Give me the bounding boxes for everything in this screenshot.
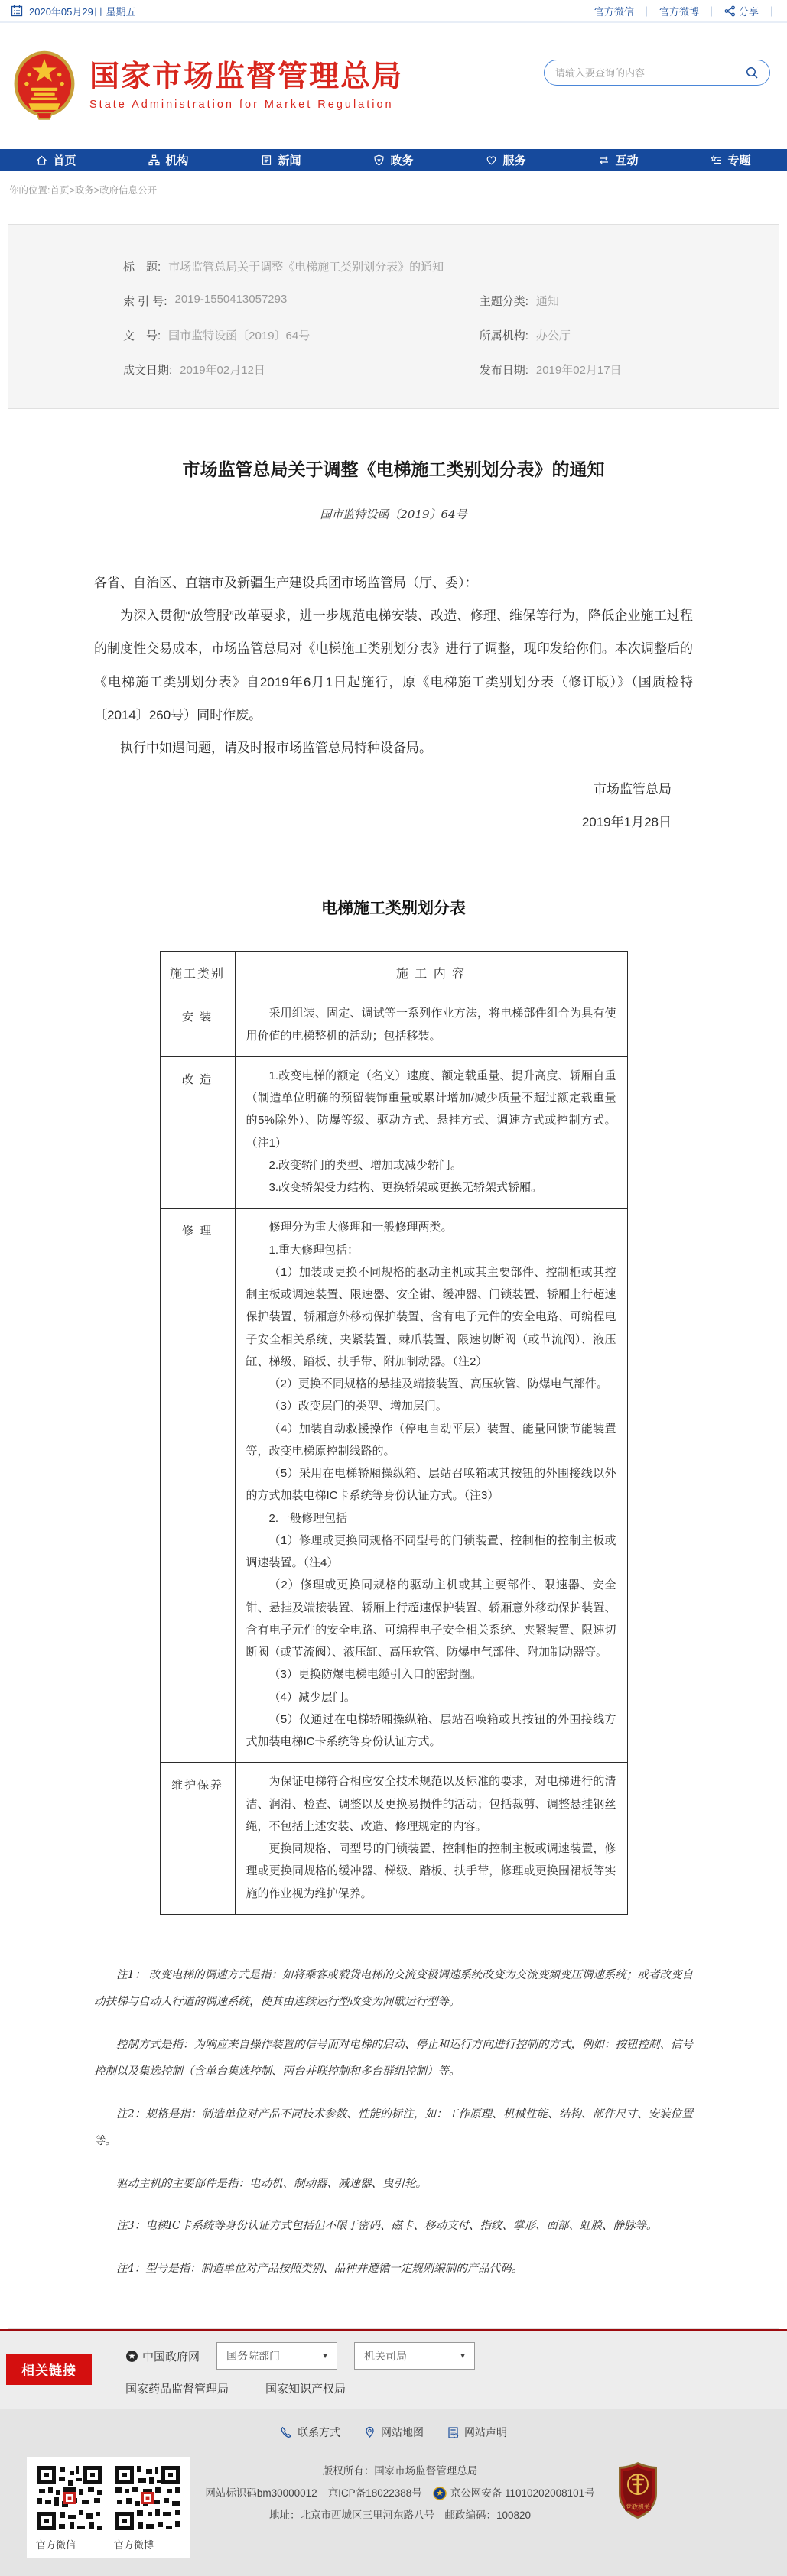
nav-item-news[interactable]: 新闻 <box>225 149 337 171</box>
meta-title-label: 标 题: <box>123 261 161 274</box>
party-gov-badge-icon <box>617 2461 659 2519</box>
meta-publish-value: 2019年02月17日 <box>535 364 622 377</box>
table-row <box>160 1056 627 1209</box>
note-paragraph: 注1： 改变电梯的调速方式是指：如将乘客或载货电梯的交流变极调速系统改变为交流变频变压调速系统；或者改变自动扶梯与自动人行道的调速系统，使其由连续运行型改变为间歇运行型等。 <box>94 1968 693 2009</box>
meta-publish-date <box>480 362 748 378</box>
contact-link[interactable]: 联系方式 <box>280 2425 340 2440</box>
map-pin-icon <box>363 2426 376 2439</box>
meta-title <box>123 258 748 274</box>
construction-category-cell: 改 造 <box>160 1056 235 1209</box>
paragraph: 为深入贯彻“放管服”改革要求，进一步规范电梯安装、改造、修理、维保等行为，降低企业施工过程的制度性交易成本，市场监管总局对《电梯施工类别划分表》进行了调整，现印发给你们。本次调整后的《电梯施工类别划分表》自2019年6月1日起施行，原《电梯施工类别划分表（修订版）》（国质检特〔2014〕260号）同时作废。 <box>94 608 693 722</box>
construction-content-cell <box>235 994 627 1057</box>
meta-index-value: 2019-1550413057293 <box>174 293 288 306</box>
signature-org: 市场监管总局 <box>594 781 672 796</box>
salutation: 各省、自治区、直辖市及新疆生产建设兵团市场监管局（厅、委）： <box>94 575 478 590</box>
heart-icon <box>486 154 497 166</box>
site-code: 网站标识码bm30000012 <box>205 2487 317 2500</box>
classification-table-body <box>160 994 627 1915</box>
gov-emblem-icon <box>125 2350 138 2363</box>
construction-category-cell: 维护保养 <box>160 1763 235 1915</box>
note-paragraph: 控制方式是指：为响应来自操作装置的信号而对电梯的启动、停止和运行方向进行控制的方式，例如：按钮控制、信号控制以及集选控制（含单台集选控制、两台并联控制和多台群组控制）等。 <box>94 2038 693 2078</box>
related-links-row2 <box>125 2380 475 2396</box>
meta-publish-label: 发布日期: <box>479 364 528 377</box>
content-container <box>8 224 779 2329</box>
nav-item-services[interactable]: 服务 <box>450 149 562 171</box>
qr-code-panel <box>27 2457 190 2558</box>
weibo-link[interactable]: 官方微博 <box>659 5 699 18</box>
document-metadata-panel <box>8 225 779 409</box>
news-icon <box>261 154 272 166</box>
nav-item-topics[interactable]: 专题 <box>675 149 787 171</box>
wechat-qr-code <box>36 2464 103 2532</box>
copyright-block <box>190 2457 610 2526</box>
meta-org <box>480 327 748 343</box>
statement-link[interactable]: 网站声明 <box>447 2425 507 2440</box>
departments-dropdown[interactable]: 国务院部门 ▼ <box>216 2342 337 2370</box>
search-icon <box>745 66 759 79</box>
weibo-qr-code <box>114 2464 181 2532</box>
meta-subject-value: 通知 <box>535 295 559 308</box>
icp-number: 京ICP备18022388号 <box>327 2487 422 2500</box>
police-badge-icon <box>433 2487 447 2500</box>
search-button[interactable] <box>743 64 760 81</box>
content-line: （2）更换不同规格的悬挂及端接装置、高压软管、防爆电气部件。 <box>268 1377 608 1390</box>
wechat-link[interactable]: 官方微信 <box>594 5 634 18</box>
nav-item-orgs[interactable]: 机构 <box>112 149 225 171</box>
meta-index-label: 索 引 号: <box>123 295 167 308</box>
content-line: 为保证电梯符合相应安全技术规范以及标准的要求，对电梯进行的清洁、润滑、检查、调整以及更换易损件的活动；包括裁剪、调整悬挂钢丝绳，不包括上述安装、改造、修理规定的内容。 <box>246 1775 616 1833</box>
topbar-links <box>594 4 776 18</box>
meta-row <box>123 327 748 343</box>
signature-date: 2019年1月28日 <box>581 814 672 829</box>
content-line: 3.改变轿架受力结构、更换轿架或更换无轿架式轿厢。 <box>268 1181 543 1194</box>
content-line: （1）加装或更换不同规格的驱动主机或其主要部件、控制柜或其控制主板或调速装置、限速器、安全钳、缓冲器、门锁装置、轿厢上行超速保护装置、轿厢意外移动保护装置、含有电子元件的安全电路、可编程电子安全相关系统、夹紧装置、棘爪装置、限速切断阀（或节流阀）、液压缸、梯级、踏板、扶手带、附加制动器。（注2） <box>246 1265 616 1368</box>
notes-section <box>8 1962 779 2283</box>
meta-written-date <box>123 362 480 378</box>
content-line: （3）更换防爆电梯电缆引入口的密封圈。 <box>268 1668 482 1682</box>
shield-icon <box>373 154 385 166</box>
weibo-qr <box>114 2464 181 2552</box>
site-title-block <box>89 61 403 111</box>
wechat-qr-label: 官方微信 <box>36 2539 76 2552</box>
content-line: （1）修理或更换同规格不同型号的门锁装置、控制柜的控制主板或调速装置。（注4） <box>246 1533 616 1569</box>
share-icon <box>724 5 736 17</box>
meta-written-label: 成文日期: <box>123 364 173 377</box>
statement-doc-icon <box>447 2426 460 2439</box>
table-row <box>160 1763 627 1915</box>
content-line: 2.改变轿门的类型、增加或减少轿门。 <box>268 1158 463 1172</box>
footer-links <box>0 2425 787 2440</box>
document-title: 市场监管总局关于调整《电梯施工类别划分表》的通知 <box>182 459 605 479</box>
note-paragraph: 驱动主机的主要部件是指：电动机、制动器、减速器、曳引轮。 <box>116 2177 427 2190</box>
gov-site-link[interactable]: 中国政府网 <box>125 2348 200 2364</box>
meta-subject <box>480 293 748 309</box>
police-record-number: 京公网安备 11010202008101号 <box>450 2487 595 2500</box>
site-footer <box>0 2409 787 2576</box>
national-emblem-logo <box>11 50 77 123</box>
divider: ｜ <box>706 5 717 18</box>
org-chart-icon <box>148 154 160 166</box>
table-row <box>160 1209 627 1763</box>
construction-category-cell: 安 装 <box>160 994 235 1057</box>
site-title: 国家市场监督管理总局 <box>89 60 404 94</box>
meta-org-value: 办公厅 <box>535 329 571 342</box>
meta-docno-label: 文 号: <box>123 329 161 342</box>
wechat-qr <box>36 2464 103 2552</box>
note-paragraph: 注3：电梯IC卡系统等身份认证方式包括但不限于密码、磁卡、移动支付、指纹、掌形、面部、虹膜、静脉等。 <box>116 2220 658 2233</box>
nmpa-link[interactable]: 国家药品监督管理局 <box>125 2383 229 2396</box>
meta-docno-value: 国市监特设函〔2019〕64号 <box>168 329 311 342</box>
cnipa-link[interactable]: 国家知识产权局 <box>265 2383 346 2396</box>
document-body <box>8 566 779 839</box>
construction-content-cell <box>235 1209 627 1763</box>
content-line: 修理分为重大修理和一般修理两类。 <box>268 1221 453 1234</box>
content-line: （3）改变层门的类型、增加层门。 <box>268 1400 447 1413</box>
signature-block <box>94 773 693 839</box>
meta-org-label: 所属机构: <box>479 329 528 342</box>
calendar-icon <box>11 5 23 17</box>
current-date: 2020年05月29日 星期五 <box>29 5 136 18</box>
elevator-classification-table <box>160 951 628 1915</box>
footer-columns <box>0 2457 787 2558</box>
copyright-line: 版权所有：国家市场监督管理总局 <box>322 2465 478 2477</box>
related-links-button[interactable]: 相关链接 <box>6 2354 92 2385</box>
content-line: （5）仅通过在电梯轿厢操纵箱、层站召唤箱或其按钮的外围接线方式加装电梯IC卡系统等身份认证方式。 <box>246 1712 616 1748</box>
badge-label-text: 党政机关 <box>626 2503 650 2511</box>
nav-item-government[interactable]: 政务 <box>337 149 450 171</box>
star-list-icon <box>711 154 722 166</box>
meta-written-value: 2019年02月12日 <box>180 364 265 377</box>
content-line: （2）修理或更换同规格的驱动主机或其主要部件、限速器、安全钳、悬挂及端接装置、轿厢上行超速保护装置、轿厢意外移动保护装置、含有电子元件的安全电路、可编程电子安全相关系统、夹紧装置、限速切断阀（或节流阀）、液压缸、高压软管、防爆电气部件、附加制动器等。 <box>246 1578 616 1659</box>
exchange-arrows-icon <box>598 154 610 166</box>
chevron-down-icon: ▼ <box>459 2351 467 2360</box>
document-number: 国市监特设函〔2019〕64号 <box>320 507 467 521</box>
divider: ｜ <box>641 5 652 18</box>
bureaus-dropdown[interactable]: 机关司局 ▼ <box>354 2342 475 2370</box>
paragraph: 执行中如遇问题，请及时报市场监管总局特种设备局。 <box>120 741 432 756</box>
search-box <box>544 60 770 86</box>
content-line: （4）减少层门。 <box>268 1690 356 1704</box>
construction-content-cell <box>235 1056 627 1209</box>
construction-category-cell: 修 理 <box>160 1209 235 1763</box>
weibo-qr-label: 官方微博 <box>114 2539 154 2552</box>
search-input[interactable] <box>554 67 743 79</box>
related-links-bar <box>0 2329 787 2409</box>
content-line: 1.重大修理包括： <box>268 1243 359 1257</box>
header-construction-category: 施工类别 <box>160 952 235 994</box>
share-link[interactable]: 分享 <box>724 4 759 18</box>
site-header <box>0 23 787 149</box>
content-line: （5）采用在电梯轿厢操纵箱、层站召唤箱或其按钮的外围接线以外的方式加装电梯IC卡系统等身份认证方式。（注3） <box>246 1467 616 1503</box>
home-icon <box>36 154 47 166</box>
table-header-row <box>160 952 627 994</box>
date-display <box>11 4 135 18</box>
nav-item-home[interactable]: 首页 <box>0 149 112 171</box>
party-gov-badge <box>617 2457 659 2523</box>
meta-index <box>123 293 480 309</box>
content-line: 采用组装、固定、调试等一系列作业方法，将电梯部件组合为具有使用价值的电梯整机的活动；包括移装。 <box>246 1007 616 1043</box>
site-subtitle: State Administration for Market Regulation <box>89 98 394 111</box>
topbar <box>0 0 787 23</box>
document-panel <box>8 409 779 2328</box>
meta-row <box>123 293 748 309</box>
header-construction-content: 施 工 内 容 <box>235 952 627 994</box>
meta-row <box>123 258 748 274</box>
content-line: （4）加装自动救援操作（停电自动平层）装置、能量回馈节能装置等，改变电梯原控制线路的。 <box>246 1422 616 1458</box>
content-line: 2.一般修理包括 <box>268 1511 348 1525</box>
note-paragraph: 注4：型号是指：制造单位对产品按照类别、品种并遵循一定规则编制的产品代码。 <box>116 2262 523 2275</box>
content-line: 更换同规格、同型号的门锁装置、控制柜的控制主板或调速装置，修理或更换同规格的缓冲器、梯级、踏板、扶手带，修理或更换围裙板等实施的作业视为维护保养。 <box>246 1842 616 1900</box>
note-paragraph: 注2：规格是指：制造单位对产品不同技术参数、性能的标注，如：工作原理、机械性能、结构、部件尺寸、安装位置等。 <box>94 2107 693 2148</box>
table-row <box>160 994 627 1057</box>
phone-icon <box>280 2426 293 2439</box>
meta-docno <box>123 327 480 343</box>
content-line: 1.改变电梯的额定（名义）速度、额定载重量、提升高度、轿厢自重（制造单位明确的预留装饰重量或累计增加/减少质量不超过额定载重量的5%除外）、防爆等级、驱动方式、悬挂方式、调速方式或控制方式。（注1） <box>246 1069 616 1150</box>
main-nav <box>0 149 787 171</box>
divider: ｜ <box>766 5 776 18</box>
nav-item-interaction[interactable]: 互动 <box>562 149 675 171</box>
related-links-content <box>125 2342 475 2396</box>
table-title: 电梯施工类别划分表 <box>321 900 466 918</box>
meta-row <box>123 362 748 378</box>
sitemap-link[interactable]: 网站地图 <box>363 2425 424 2440</box>
meta-subject-label: 主题分类: <box>479 295 528 308</box>
related-links-row1 <box>125 2342 475 2370</box>
address-line: 地址：北京市西城区三里河东路八号 邮政编码：100820 <box>268 2509 532 2522</box>
breadcrumb: 你的位置:首页>政务>政府信息公开 <box>9 185 158 196</box>
meta-title-value: 市场监管总局关于调整《电梯施工类别划分表》的通知 <box>168 261 444 274</box>
registration-line <box>190 2482 610 2504</box>
chevron-down-icon: ▼ <box>321 2351 330 2360</box>
construction-content-cell <box>235 1763 627 1915</box>
